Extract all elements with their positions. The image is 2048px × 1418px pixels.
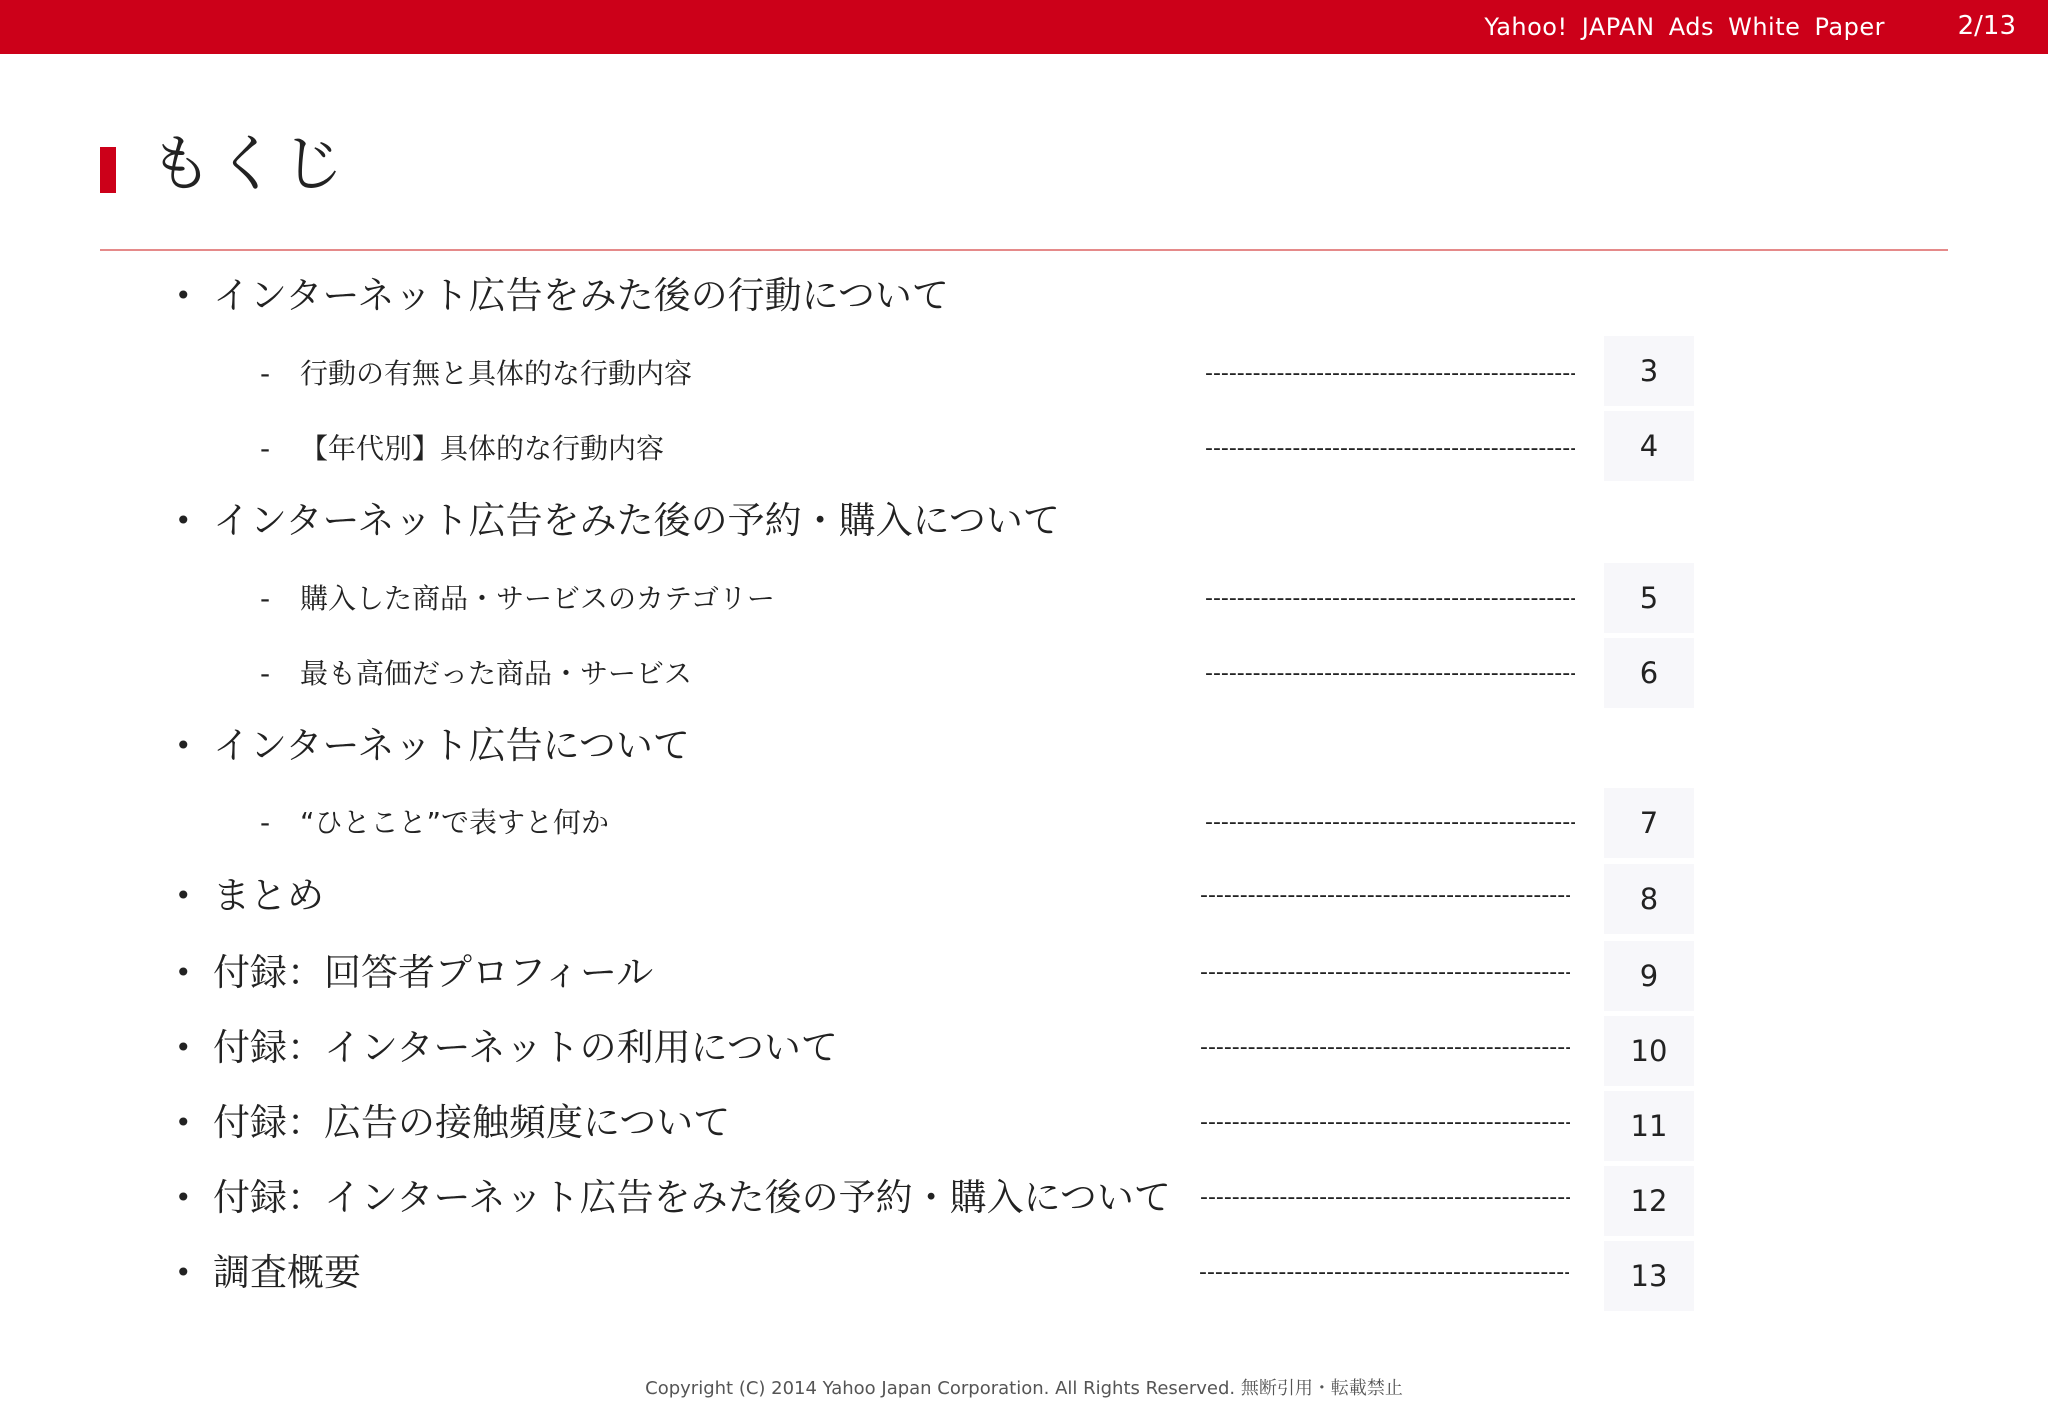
toc-item[interactable] [0, 569, 2048, 629]
title-divider [100, 249, 1948, 251]
title-marker [100, 147, 116, 193]
toc-item-text: • インターネット広告をみた後の行動について [175, 266, 949, 326]
toc-item[interactable] [0, 943, 2048, 1003]
toc-item[interactable] [0, 793, 2048, 853]
toc-page-number: 8 [1604, 864, 1694, 934]
toc-item[interactable] [0, 1168, 2048, 1228]
toc-item-text: • インターネット広告について [175, 716, 690, 776]
toc-page-number: 13 [1604, 1241, 1694, 1311]
toc-item-text: • 付録：回答者プロフィール [175, 943, 653, 1003]
toc-leader [1205, 793, 1575, 853]
brand-label: Yahoo! JAPAN Ads White Paper [1484, 13, 1885, 41]
toc-page-number: 12 [1604, 1166, 1694, 1236]
toc-page-number: 7 [1604, 788, 1694, 858]
toc-item-text: - 最も高価だった商品・サービス [260, 644, 692, 704]
toc-item[interactable] [0, 491, 2048, 551]
toc-item-text: - “ひとこと”で表すと何か [260, 793, 609, 853]
page-title: もくじ [150, 127, 349, 200]
toc-leader [1205, 569, 1575, 629]
toc-leader [1200, 943, 1570, 1003]
toc-item[interactable] [0, 866, 2048, 926]
toc-leader [1200, 1168, 1570, 1228]
toc-leader [1200, 1018, 1570, 1078]
toc-item[interactable] [0, 716, 2048, 776]
toc-item-text: • インターネット広告をみた後の予約・購入について [175, 491, 1060, 551]
toc-item[interactable] [0, 644, 2048, 704]
toc-item[interactable] [0, 1018, 2048, 1078]
header-bar [0, 0, 2048, 54]
toc-item-text: • 付録：インターネットの利用について [175, 1018, 838, 1078]
toc-leader [1200, 866, 1570, 926]
page-indicator: 2/13 [1957, 11, 2016, 41]
toc-leader [1205, 344, 1575, 404]
toc-leader [1199, 1243, 1569, 1303]
toc-item[interactable] [0, 1243, 2048, 1303]
copyright-footer: Copyright (C) 2014 Yahoo Japan Corporation. All Rights Reserved. 無断引用・転載禁止 [645, 1378, 1403, 1399]
toc-page-number: 10 [1604, 1016, 1694, 1086]
toc-item[interactable] [0, 266, 2048, 326]
toc-item-text: • まとめ [175, 866, 324, 926]
toc-item-text: • 調査概要 [175, 1243, 361, 1303]
toc-item-text: - 購入した商品・サービスのカテゴリー [260, 569, 775, 629]
toc-leader [1205, 419, 1575, 479]
toc-page-number: 9 [1604, 941, 1694, 1011]
toc-item-text: - 【年代別】具体的な行動内容 [260, 419, 664, 479]
toc-page-number: 5 [1604, 563, 1694, 633]
toc-item[interactable] [0, 419, 2048, 479]
toc-leader [1205, 644, 1575, 704]
toc-item-text: • 付録：インターネット広告をみた後の予約・購入について [175, 1168, 1171, 1228]
toc-page-number: 6 [1604, 638, 1694, 708]
toc-item-text: • 付録：広告の接触頻度について [175, 1093, 730, 1153]
toc-leader [1200, 1093, 1570, 1153]
toc-page-number: 3 [1604, 336, 1694, 406]
toc-page-number: 11 [1604, 1091, 1694, 1161]
toc-item-text: - 行動の有無と具体的な行動内容 [260, 344, 692, 404]
toc-page-number: 4 [1604, 411, 1694, 481]
toc-item[interactable] [0, 344, 2048, 404]
toc-item[interactable] [0, 1093, 2048, 1153]
